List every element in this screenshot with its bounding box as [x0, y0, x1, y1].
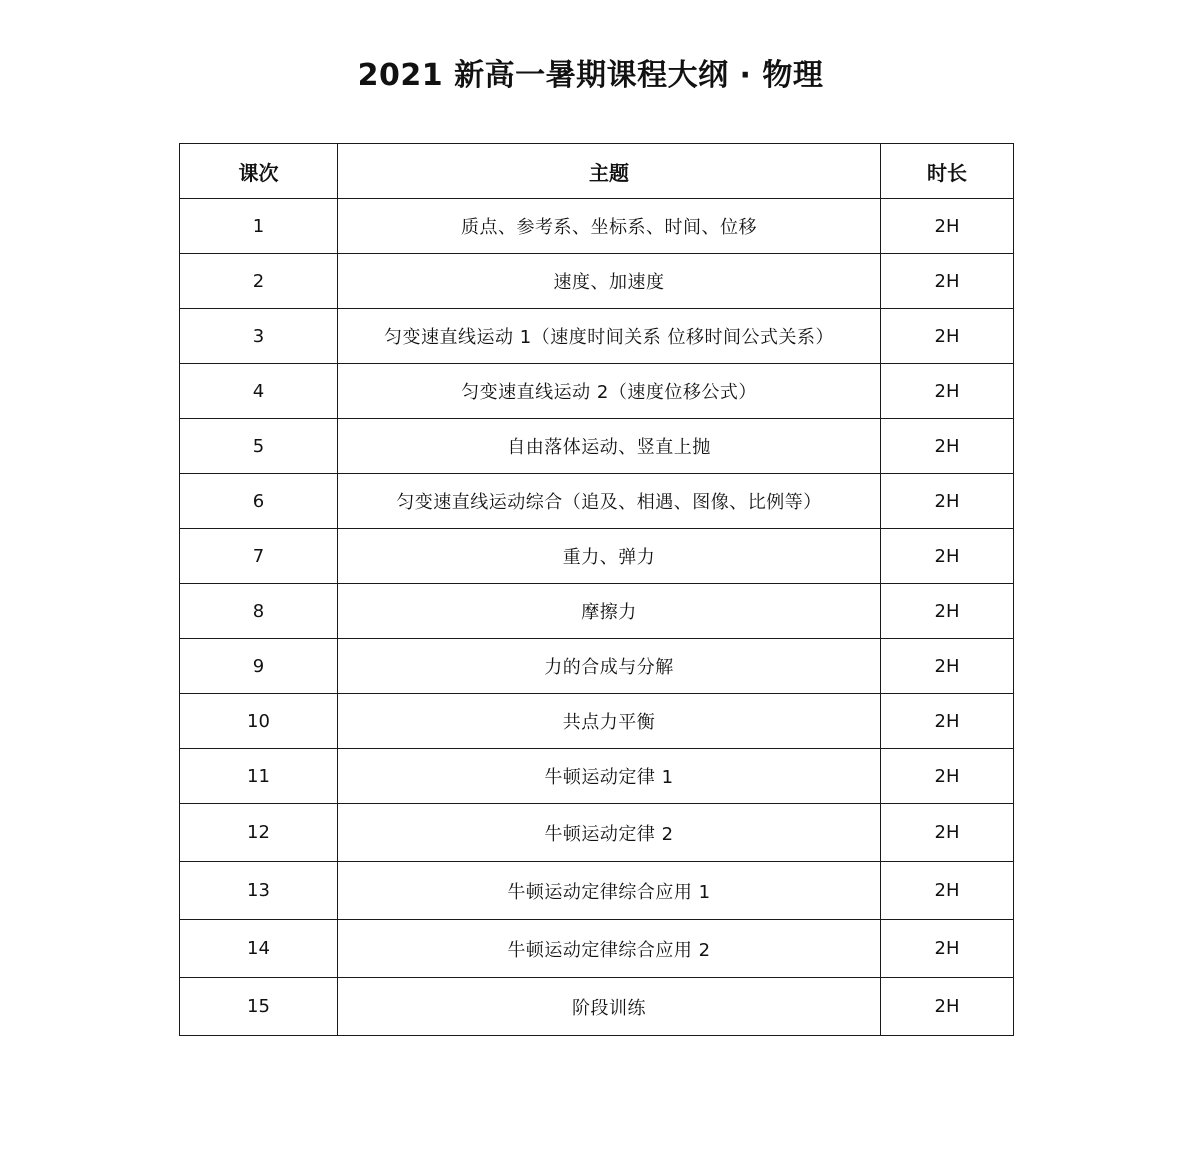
lesson-duration: 2H [881, 474, 1014, 529]
lesson-topic: 牛顿运动定律 1 [338, 749, 881, 804]
lesson-topic: 摩擦力 [338, 584, 881, 639]
lesson-topic: 牛顿运动定律综合应用 2 [338, 920, 881, 978]
lesson-number: 2 [180, 254, 338, 309]
lesson-topic: 牛顿运动定律综合应用 1 [338, 862, 881, 920]
lesson-topic: 力的合成与分解 [338, 639, 881, 694]
lesson-duration: 2H [881, 529, 1014, 584]
lesson-number: 1 [180, 199, 338, 254]
table-row [180, 419, 1014, 474]
lesson-duration: 2H [881, 199, 1014, 254]
lesson-duration: 2H [881, 920, 1014, 978]
table-row [180, 804, 1014, 862]
column-header-topic: 主题 [338, 144, 881, 199]
lesson-duration: 2H [881, 254, 1014, 309]
lesson-number: 11 [180, 749, 338, 804]
lesson-number: 5 [180, 419, 338, 474]
table-row [180, 199, 1014, 254]
lesson-number: 9 [180, 639, 338, 694]
table-row [180, 920, 1014, 978]
lesson-number: 13 [180, 862, 338, 920]
lesson-number: 10 [180, 694, 338, 749]
lesson-topic: 质点、参考系、坐标系、时间、位移 [338, 199, 881, 254]
lesson-duration: 2H [881, 749, 1014, 804]
lesson-number: 8 [180, 584, 338, 639]
lesson-duration: 2H [881, 364, 1014, 419]
lesson-number: 4 [180, 364, 338, 419]
lesson-duration: 2H [881, 978, 1014, 1036]
lesson-topic: 共点力平衡 [338, 694, 881, 749]
lesson-topic: 重力、弹力 [338, 529, 881, 584]
table-row [180, 364, 1014, 419]
column-header-duration: 时长 [881, 144, 1014, 199]
lesson-duration: 2H [881, 584, 1014, 639]
lesson-topic: 阶段训练 [338, 978, 881, 1036]
table-row [180, 474, 1014, 529]
lesson-duration: 2H [881, 309, 1014, 364]
page-title: 2021 新高一暑期课程大纲 · 物理 [357, 58, 824, 93]
table-row [180, 254, 1014, 309]
lesson-duration: 2H [881, 804, 1014, 862]
table-row [180, 978, 1014, 1036]
syllabus-table [179, 143, 1014, 1036]
table-row [180, 529, 1014, 584]
lesson-duration: 2H [881, 419, 1014, 474]
lesson-topic: 速度、加速度 [338, 254, 881, 309]
lesson-number: 12 [180, 804, 338, 862]
lesson-duration: 2H [881, 639, 1014, 694]
table-row [180, 639, 1014, 694]
lesson-topic: 自由落体运动、竖直上抛 [338, 419, 881, 474]
table-row [180, 584, 1014, 639]
table-row [180, 749, 1014, 804]
table-row [180, 694, 1014, 749]
lesson-number: 15 [180, 978, 338, 1036]
lesson-topic: 牛顿运动定律 2 [338, 804, 881, 862]
lesson-number: 14 [180, 920, 338, 978]
lesson-topic: 匀变速直线运动 1（速度时间关系 位移时间公式关系） [338, 309, 881, 364]
table-header-row [180, 144, 1014, 199]
lesson-duration: 2H [881, 694, 1014, 749]
table-row [180, 862, 1014, 920]
column-header-lesson: 课次 [180, 144, 338, 199]
lesson-number: 7 [180, 529, 338, 584]
lesson-duration: 2H [881, 862, 1014, 920]
lesson-number: 3 [180, 309, 338, 364]
table-row [180, 309, 1014, 364]
lesson-topic: 匀变速直线运动 2（速度位移公式） [338, 364, 881, 419]
lesson-topic: 匀变速直线运动综合（追及、相遇、图像、比例等） [338, 474, 881, 529]
lesson-number: 6 [180, 474, 338, 529]
